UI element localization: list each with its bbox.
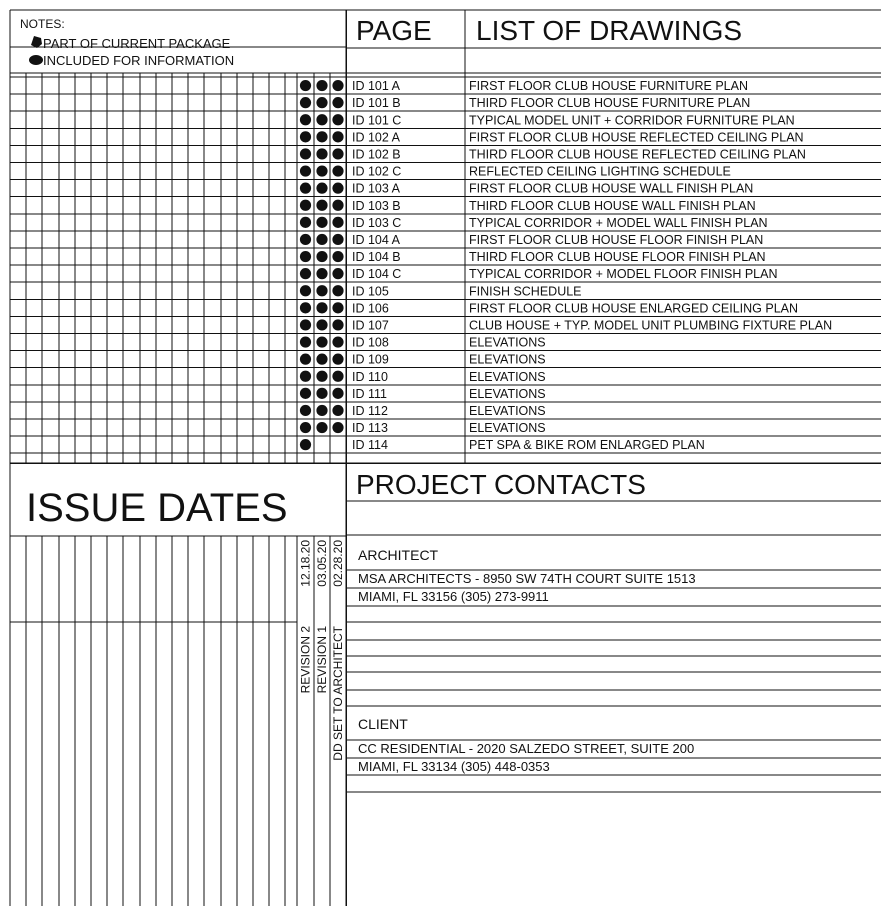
issue-mark-dot-icon: [316, 131, 327, 142]
drawing-page-number: ID 103 B: [352, 198, 401, 213]
drawing-row: [300, 130, 804, 144]
drawing-row: [300, 165, 731, 179]
issue-mark-dot-icon: [316, 336, 327, 347]
list-of-drawings-header: LIST OF DRAWINGS: [476, 15, 743, 46]
notes-title: NOTES:: [20, 17, 65, 31]
issue-mark-dot-icon: [332, 336, 343, 347]
issue-dates-title: ISSUE DATES: [26, 486, 288, 530]
drawing-page-number: ID 114: [352, 438, 388, 453]
issue-label: DD SET TO ARCHITECT: [331, 626, 345, 761]
note-current-package: PART OF CURRENT PACKAGE: [43, 36, 231, 51]
drawing-title: PET SPA & BIKE ROM ENLARGED PLAN: [469, 438, 705, 453]
client-contact: [358, 716, 694, 774]
drawing-page-number: ID 111: [352, 386, 387, 401]
issue-label: REVISION 2: [298, 626, 313, 694]
drawing-page-number: ID 107: [352, 318, 389, 333]
drawing-row: [300, 370, 546, 384]
issue-mark-dot-icon: [316, 268, 327, 279]
architect-phone: MIAMI, FL 33156 (305) 273-9911: [358, 589, 549, 604]
architect-role: ARCHITECT: [358, 547, 439, 563]
note-for-information: INCLUDED FOR INFORMATION: [43, 53, 235, 68]
drawing-title: TYPICAL MODEL UNIT + CORRIDOR FURNITURE PLAN: [469, 113, 795, 128]
issue-mark-dot-icon: [316, 217, 327, 228]
drawing-row: [300, 387, 546, 401]
issue-mark-dot-icon: [332, 285, 343, 296]
issue-mark-dot-icon: [300, 80, 311, 91]
drawing-page-number: ID 102 A: [352, 130, 400, 145]
issue-mark-dot-icon: [316, 251, 327, 262]
client-phone: MIAMI, FL 33134 (305) 448-0353: [358, 759, 550, 774]
issue-mark-dot-icon: [332, 80, 343, 91]
for-information-bullet-icon: [29, 55, 43, 65]
drawing-title: ELEVATIONS: [469, 369, 546, 384]
drawing-title: FIRST FLOOR CLUB HOUSE FURNITURE PLAN: [469, 79, 748, 94]
issue-label: REVISION 1: [315, 626, 329, 694]
drawing-row: [300, 147, 806, 161]
drawing-page-number: ID 104 A: [352, 232, 400, 247]
issue-mark-dot-icon: [300, 422, 311, 433]
issue-mark-dot-icon: [316, 302, 327, 313]
issue-mark-dot-icon: [300, 371, 311, 382]
issue-mark-dot-icon: [300, 336, 311, 347]
drawing-title: ELEVATIONS: [469, 335, 546, 350]
drawing-title: ELEVATIONS: [469, 421, 546, 436]
drawing-row: [300, 216, 768, 230]
issue-mark-dot-icon: [300, 97, 311, 108]
issue-mark-dot-icon: [316, 200, 327, 211]
architect-contact: [358, 547, 696, 604]
drawing-page-number: ID 105: [352, 284, 389, 299]
drawing-title: FIRST FLOOR CLUB HOUSE REFLECTED CEILING PLAN: [469, 130, 804, 145]
issue-date: 12.18.20: [298, 540, 313, 587]
issue-mark-dot-icon: [332, 200, 343, 211]
issue-mark-dot-icon: [316, 165, 327, 176]
issue-mark-dot-icon: [332, 97, 343, 108]
drawing-row: [300, 284, 582, 298]
drawing-row: [300, 421, 546, 435]
drawing-row: [300, 182, 753, 196]
issue-mark-dot-icon: [316, 148, 327, 159]
drawing-row: [300, 79, 748, 93]
issue-mark-dot-icon: [300, 217, 311, 228]
issue-mark-dot-icon: [300, 285, 311, 296]
issue-mark-dot-icon: [332, 131, 343, 142]
issue-mark-dot-icon: [300, 165, 311, 176]
issue-mark-dot-icon: [316, 422, 327, 433]
drawing-title: REFLECTED CEILING LIGHTING SCHEDULE: [469, 164, 731, 179]
drawing-row: [300, 301, 798, 315]
client-role: CLIENT: [358, 716, 408, 732]
drawing-title: ELEVATIONS: [469, 386, 546, 401]
drawing-title: FINISH SCHEDULE: [469, 284, 582, 299]
issue-mark-dot-icon: [316, 319, 327, 330]
issue-mark-dot-icon: [316, 285, 327, 296]
current-package-bullet-icon: [31, 36, 42, 48]
drawing-title: THIRD FLOOR CLUB HOUSE REFLECTED CEILING PLAN: [469, 147, 806, 162]
issue-mark-dot-icon: [300, 131, 311, 142]
drawing-page-number: ID 101 C: [352, 113, 402, 128]
drawing-page-number: ID 104 C: [352, 267, 402, 282]
drawing-page-number: ID 103 A: [352, 181, 400, 196]
drawing-row: [300, 318, 832, 332]
issue-mark-dot-icon: [300, 319, 311, 330]
drawing-title: THIRD FLOOR CLUB HOUSE FURNITURE PLAN: [469, 96, 751, 111]
drawing-row: [300, 113, 795, 127]
issue-mark-dot-icon: [316, 388, 327, 399]
issue-mark-dot-icon: [332, 183, 343, 194]
issue-mark-dot-icon: [300, 148, 311, 159]
issue-mark-dot-icon: [316, 80, 327, 91]
issue-mark-dot-icon: [332, 405, 343, 416]
drawing-title: THIRD FLOOR CLUB HOUSE WALL FINISH PLAN: [469, 198, 756, 213]
issue-mark-dot-icon: [332, 302, 343, 313]
issue-mark-dot-icon: [300, 268, 311, 279]
drawing-title: FIRST FLOOR CLUB HOUSE ENLARGED CEILING PLAN: [469, 301, 799, 316]
architect-address: MSA ARCHITECTS - 8950 SW 74TH COURT SUITE 1513: [358, 571, 696, 586]
drawing-title: CLUB HOUSE + TYP. MODEL UNIT PLUMBING FIXTURE PLAN: [469, 318, 833, 333]
issue-mark-dot-icon: [316, 405, 327, 416]
drawing-page-number: ID 103 C: [352, 215, 402, 230]
notes-block: [20, 17, 234, 68]
drawing-page-number: ID 113: [352, 421, 388, 436]
drawing-row: [300, 96, 750, 110]
issue-mark-dot-icon: [300, 200, 311, 211]
client-address: CC RESIDENTIAL - 2020 SALZEDO STREET, SUITE 200: [358, 741, 695, 756]
drawing-page-number: ID 102 C: [352, 164, 402, 179]
drawing-page-number: ID 101 A: [352, 79, 400, 94]
issue-mark-dot-icon: [332, 251, 343, 262]
drawing-row: [300, 353, 546, 367]
issue-mark-dot-icon: [300, 405, 311, 416]
issue-mark-dot-icon: [332, 268, 343, 279]
issue-mark-dot-icon: [300, 439, 311, 450]
issue-date: 03.05.20: [315, 540, 329, 587]
issue-mark-dot-icon: [316, 114, 327, 125]
drawing-title: ELEVATIONS: [469, 403, 546, 418]
issue-date-columns: [299, 540, 346, 761]
drawing-page-number: ID 102 B: [352, 147, 401, 162]
drawing-title: TYPICAL CORRIDOR + MODEL WALL FINISH PLAN: [469, 215, 768, 230]
issue-mark-dot-icon: [332, 148, 343, 159]
page-column-header: PAGE: [356, 15, 432, 46]
issue-mark-dot-icon: [332, 388, 343, 399]
issue-mark-dot-icon: [300, 183, 311, 194]
drawing-row: [300, 250, 766, 264]
project-contacts-title: PROJECT CONTACTS: [356, 469, 646, 500]
issue-mark-dot-icon: [300, 251, 311, 262]
drawing-title: TYPICAL CORRIDOR + MODEL FLOOR FINISH PLAN: [469, 267, 778, 282]
drawing-row: [300, 233, 763, 247]
drawing-row: [300, 404, 546, 418]
drawing-title: THIRD FLOOR CLUB HOUSE FLOOR FINISH PLAN: [469, 250, 766, 265]
drawing-page-number: ID 109: [352, 352, 389, 367]
drawing-page-number: ID 112: [352, 403, 388, 418]
issue-mark-dot-icon: [300, 354, 311, 365]
issue-mark-dot-icon: [316, 234, 327, 245]
issue-mark-dot-icon: [316, 371, 327, 382]
issue-mark-dot-icon: [332, 165, 343, 176]
issue-mark-dot-icon: [316, 354, 327, 365]
issue-mark-dot-icon: [332, 217, 343, 228]
issue-mark-dot-icon: [332, 234, 343, 245]
drawing-row: [300, 267, 778, 281]
drawing-page-number: ID 104 B: [352, 250, 401, 265]
drawing-list: [300, 79, 832, 452]
issue-mark-dot-icon: [332, 114, 343, 125]
drawing-page-number: ID 101 B: [352, 96, 401, 111]
issue-mark-dot-icon: [300, 114, 311, 125]
issue-mark-dot-icon: [300, 302, 311, 313]
drawing-page-number: ID 106: [352, 301, 389, 316]
issue-mark-dot-icon: [316, 97, 327, 108]
drawing-page-number: ID 110: [352, 369, 388, 384]
drawing-page-number: ID 108: [352, 335, 389, 350]
drawing-title: FIRST FLOOR CLUB HOUSE FLOOR FINISH PLAN: [469, 232, 764, 247]
issue-mark-dot-icon: [332, 319, 343, 330]
issue-mark-dot-icon: [332, 354, 343, 365]
issue-mark-dot-icon: [332, 371, 343, 382]
drawing-row: [300, 438, 705, 452]
drawing-title: ELEVATIONS: [469, 352, 546, 367]
drawing-row: [300, 336, 546, 350]
issue-date: 02.28.20: [331, 540, 345, 587]
issue-mark-dot-icon: [316, 183, 327, 194]
drawing-row: [300, 199, 756, 213]
drawing-title: FIRST FLOOR CLUB HOUSE WALL FINISH PLAN: [469, 181, 754, 196]
issue-mark-dot-icon: [300, 234, 311, 245]
issue-mark-dot-icon: [300, 388, 311, 399]
issue-mark-dot-icon: [332, 422, 343, 433]
